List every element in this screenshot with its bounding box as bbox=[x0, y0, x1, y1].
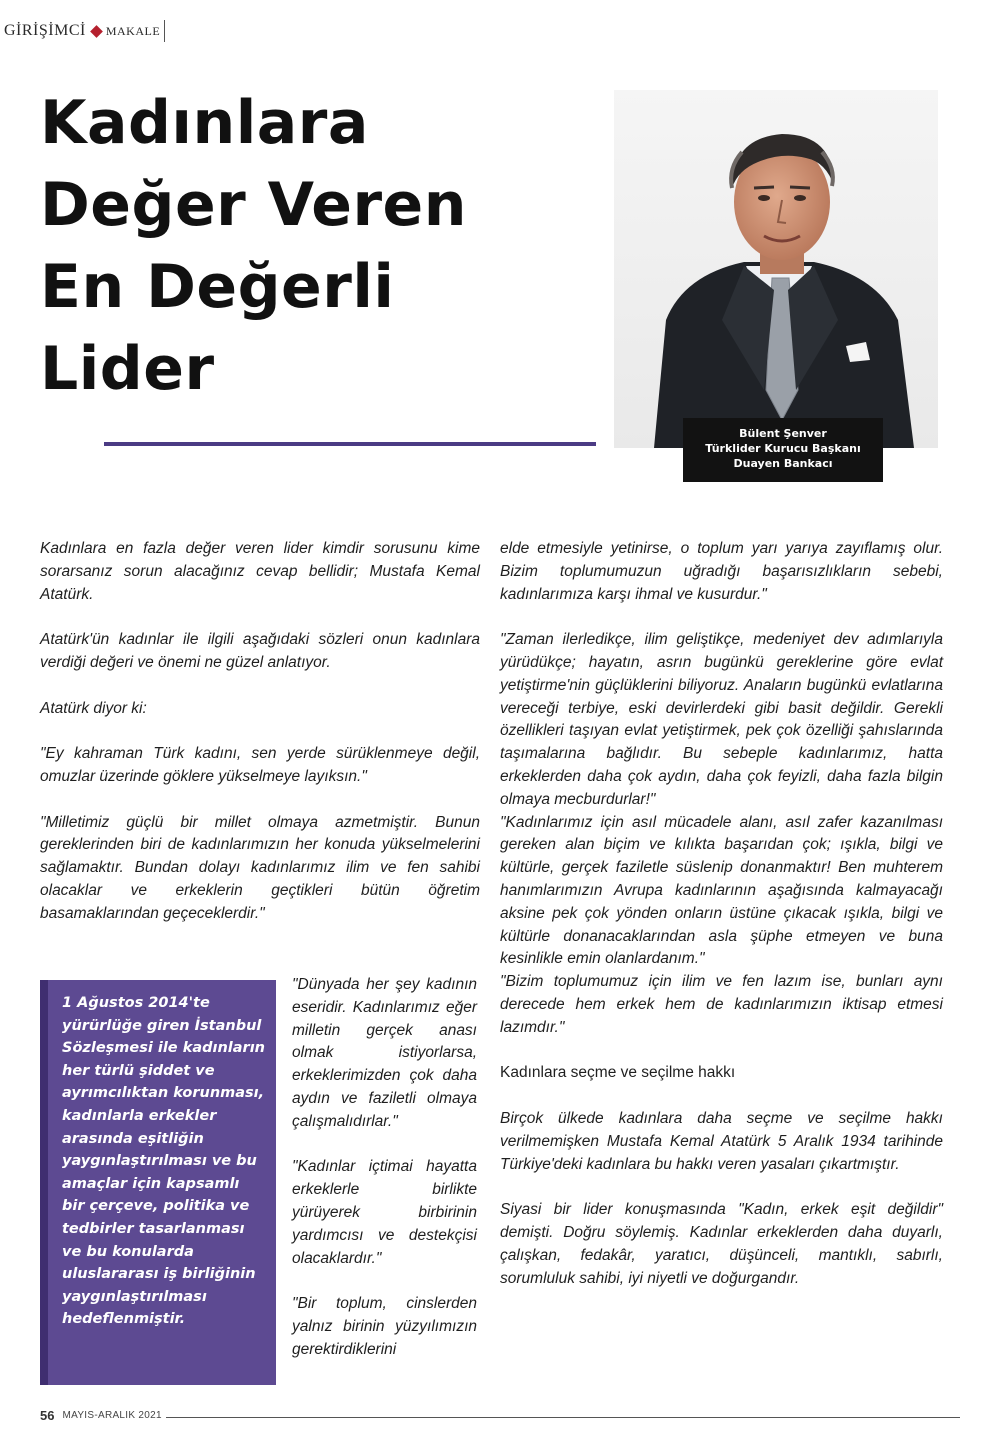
quote-paragraph: "Kadınlarımız için asıl mücadele alanı, asıl zafer kazanılması gereken alan biçim ve kılıkta başarıdan çok; ışıkla, bilgi ve kültürle, gerçek faziletle süslenip donanmaktır! Ben muhterem hanımlarımızın Avrupa kadınlarının aşağısında kalmayacağı aksine pek çok yönden onların üstüne çıkacak ışıkla, bilgi ve kültürle donanacaklarından asla şüphe etmeyen ve buna kesinlikle emin olanlardanım." bbox=[500, 813, 943, 968]
body-paragraph: Kadınlara en fazla değer veren lider kimdir sorusunu kime sorarsanız sorun alacağınız cevap bellidir; Mustafa Kemal Atatürk. bbox=[40, 540, 480, 603]
page-number: 56 bbox=[40, 1407, 55, 1423]
middle-column bbox=[292, 974, 477, 1384]
photo-caption bbox=[683, 418, 883, 482]
quote-paragraph: elde etmesiyle yetinirse, o toplum yarı yarıya zayıflamış olur. Bizim toplumumuzun uğradığı başarısızlıkların sebebi, kadınlarımıza karşı ihmal ve kusurdur." bbox=[500, 540, 943, 603]
diamond-icon bbox=[90, 25, 103, 38]
section-label: MAKALE bbox=[105, 23, 161, 38]
body-paragraph: Atatürk diyor ki: bbox=[40, 699, 147, 717]
magazine-header bbox=[4, 18, 165, 44]
header-divider bbox=[164, 20, 165, 42]
headline-line: Lider bbox=[40, 334, 215, 404]
right-column bbox=[500, 538, 943, 1313]
body-paragraph: Birçok ülkede kadınlara daha seçme ve seçilme hakkı verilmemişken Mustafa Kemal Atatürk 5 Aralık 1934 tarihinde Türkiye'deki kadınlara bu hakkı veren yasaları çıkartmıştır. bbox=[500, 1109, 943, 1173]
portrait-photo bbox=[614, 90, 938, 448]
left-column bbox=[40, 538, 480, 948]
quote-paragraph: "Zaman ilerledikçe, ilim geliştikçe, medeniyet dev adımlarıyla yürüdükçe; hayatın, asrın bugünkü gereklerine göre evlat yetiştirme'nin güçlüklerini biliyoruz. Anaların bugünkü evlatlarına vereceği terbiye, eski devirlerdeki gibi basit değildir. Gerekli özellikleri taşıyan evlat yetiştirmek, pek çok özelliği şahıslarında taşımalarına bağlıdır. Bu sebeple kadınlarımız, hatta erkeklerden daha çok aydın, daha çok feyizli, daha fazla bilgin olmaya mecburdurlar!" bbox=[500, 631, 943, 808]
magazine-brand: GİRİŞİMCİ bbox=[4, 22, 86, 39]
highlight-box: 1 Ağustos 2014'te yürürlüğe giren İstanbul Sözleşmesi ile kadınların her türlü şiddet ve ayrımcılıktan korunması, kadınlarla erkekler arasında eşitliğin yaygınlaştırılması ve bu amaçlar için kapsamlı bir çerçeve, politika ve tedbirler tasarlanması ve bu konularda uluslararası iş birliğinin yaygınlaştırılması hedeflenmiştir. bbox=[40, 980, 276, 1385]
portrait-illustration bbox=[614, 90, 938, 448]
quote-paragraph: "Dünyada her şey kadının eseridir. Kadınlarımız eğer milletin gerçek anası olmak istiyorlarsa, erkeklerimizden çok daha aydın ve faziletli olmaya çalışmalıdırlar." bbox=[292, 976, 477, 1130]
quote-paragraph: "Bizim toplumumuz için ilim ve fen lazım ise, bunları aynı derecede hem erkek hem de kadınlarımızın iktisap etmesi lazımdır." bbox=[500, 973, 943, 1036]
footer-divider bbox=[166, 1417, 960, 1418]
issue-label: MAYIS-ARALIK 2021 bbox=[62, 1409, 162, 1421]
page-footer bbox=[40, 1405, 960, 1425]
headline-line: En Değerli bbox=[40, 252, 395, 322]
section-heading: Kadınlara seçme ve seçilme hakkı bbox=[500, 1064, 736, 1082]
caption-name: Bülent Şenver bbox=[739, 427, 827, 440]
body-paragraph: Siyasi bir lider konuşmasında "Kadın, erkek eşit değildir" demişti. Doğru söylemiş. Kadınlar erkeklerden daha duyarlı, çalışkan, fedakâr, yaratıcı, düşünceli, mantıklı, sabırlı, sorumluluk sahibi, iyi niyetli ve doğurgandır. bbox=[500, 1201, 943, 1287]
headline-underline bbox=[104, 442, 596, 446]
quote-paragraph: "Ey kahraman Türk kadını, sen yerde sürüklenmeye değil, omuzlar üzerinde göklere yükselmeye layıksın." bbox=[40, 745, 480, 785]
quote-paragraph: "Milletimiz güçlü bir millet olmaya azmetmiştir. Bunun gereklerinden biri de kadınlarımızın her konuda yükselmelerini sağlamaktır. Bundan dolayı kadınlarımız ilim ve fen sahibi olacaklar ve erkeklerin geçtikleri bütün öğretim basamaklarından geçeceklerdir." bbox=[40, 813, 480, 922]
article-headline bbox=[40, 82, 600, 410]
quote-paragraph: "Bir toplum, cinslerden yalnız birinin yüzyılımızın gerektirdiklerini bbox=[292, 1295, 477, 1358]
body-paragraph: Atatürk'ün kadınlar ile ilgili aşağıdaki sözleri onun kadınlara verdiği değeri ve önemi ne güzel anlatıyor. bbox=[40, 631, 480, 671]
caption-title: Türklider Kurucu Başkanı bbox=[705, 442, 861, 455]
caption-role: Duayen Bankacı bbox=[733, 457, 833, 470]
headline-line: Değer Veren bbox=[40, 170, 467, 240]
quote-paragraph: "Kadınlar içtimai hayatta erkeklerle birlikte yürüyerek birbirinin yardımcısı ve destekçisi olacaklardır." bbox=[292, 1158, 477, 1267]
headline-line: Kadınlara bbox=[40, 88, 369, 158]
